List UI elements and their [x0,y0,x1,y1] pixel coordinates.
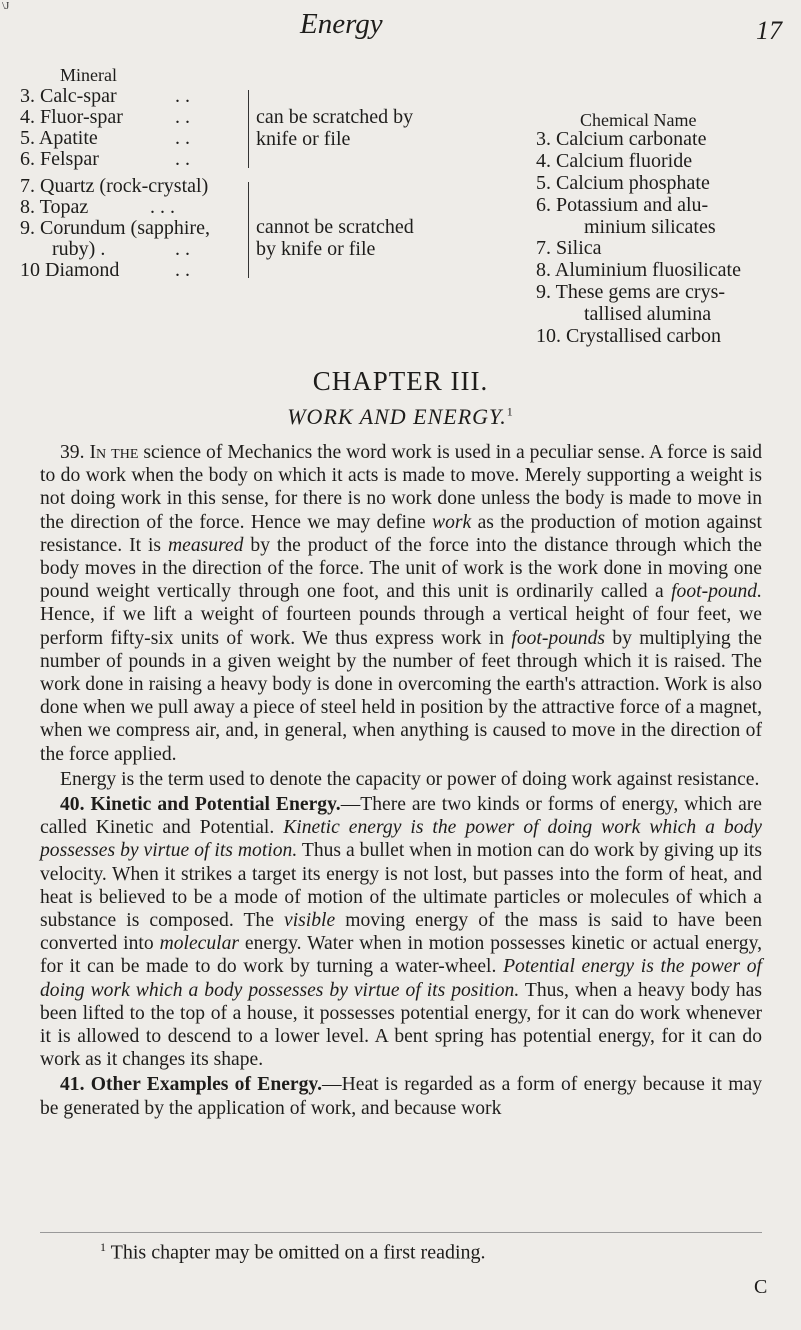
chemical-row: 10. Crystallised carbon [536,325,721,347]
mineral-row: 10 Diamond [20,259,120,281]
chemical-column-header: Chemical Name [580,110,697,130]
dot-leader: . . [175,127,190,149]
chemical-row: tallised alumina [584,303,712,325]
scratch-note-hard: cannot be scratched by knife or file [256,216,414,260]
paragraph-40: 40. Kinetic and Potential Energy.—There are two kinds or forms of energy, which are called Kinetic and Potential. Kinetic energy is the power of doing work which a body possesses by virtue of its motion. Thus a bullet when in motion can do work by giving up its velocity. When it strikes a target its energy is not lost, but passes into the form of heat, and heat is believed to be a mode of motion of the ultimate particles or molecules of which a substance is composed. The visible moving energy of the mass is said to have been converted into molecular energy. Water when in motion possesses kinetic or actual energy, for it can be made to do work by turning a water-wheel. Potential energy is the power of doing work which a body possesses by virtue of its position. Thus, when a heavy body has been lifted to the top of a house, it possesses potential energy, for it can do work whenever it is allowed to descend to a lower level. A bent spring has potential energy, for it can do work as it changes its shape. [40,794,763,1071]
mineral-row: 4. Fluor-spar [20,106,123,128]
corner-mark: \J [2,0,10,12]
chapter-heading: CHAPTER III. [312,366,489,396]
dot-leader: . . [175,85,190,107]
footnote-divider [40,1232,762,1233]
dot-leader: . . [175,106,190,128]
body-text [40,441,762,1120]
chemical-row: minium silicates [584,216,716,238]
scratch-note-soft: can be scratched by knife or file [256,106,414,150]
chemical-row: 6. Potassium and alu- [536,194,709,216]
paragraph-energy-definition: Energy is the term used to denote the capacity or power of doing work against resistance. [60,768,760,790]
dot-leader: . . [175,148,190,170]
brace-icon [248,182,249,278]
chemical-row: 9. These gems are crys- [536,281,726,303]
paragraph-39: 39. In the science of Mechanics the word work is used in a peculiar sense. A force is said to do work when the body on which it acts is made to move. Merely supporting a weight is not doing work in this sense, for there is no work done unless the body is made to move in the direction of the force. Hence we may define work as the production of motion against resistance. It is measured by the product of the force into the distance through which the body moves in the direction of the force. The unit of work is the work done in moving one pound weight vertically through one foot, and this unit is ordinarily called a foot-pound. Hence, if we lift a weight of fourteen pounds through a vertical height of four feet, we perform fifty-six units of work. We thus express work in foot-pounds by multiplying the number of pounds in a given weight by the number of feet through which it is raised. The work done in raising a heavy body is done in overcoming the earth's attraction. Work is also done when we pull away a piece of steel held in position by the attractive force of a magnet, when we compress air, and, in general, when anything is caused to move in the direction of the force applied. [40,442,762,765]
mineral-row: 8. Topaz [20,196,89,218]
chemical-row: 4. Calcium fluoride [536,150,693,172]
footnote: $^1$ This chapter may be omitted on a first reading. [100,1240,486,1264]
chemical-row: 3. Calcium carbonate [536,128,707,150]
mineral-row: 3. Calc-spar [20,85,117,107]
chemical-row: 7. Silica [536,237,602,259]
page-number: 17 [756,16,782,45]
chemical-row: 5. Calcium phosphate [536,172,710,194]
dot-leader: . . [175,238,190,260]
mineral-row: 9. Corundum (sapphire, [20,217,210,239]
paragraph-41: 41. Other Examples of Energy.—Heat is regarded as a form of energy because it may be generated by the application of work, and because work [40,1074,762,1119]
mineral-row: 6. Felspar [20,148,99,170]
chemical-row: 8. Aluminium fluosilicate [536,259,741,281]
footnote-marker: 1 [506,404,514,419]
brace-icon [248,90,249,168]
chapter-subtitle: WORK AND ENERGY.$^1$ [287,404,514,429]
running-title: Energy [300,8,383,40]
mineral-row: 5. Apatite [20,127,98,149]
dot-leader: . . [175,259,190,281]
dot-leader: . . . [150,196,175,218]
signature-mark: C [754,1276,768,1298]
mineral-column-header: Mineral [60,65,117,85]
mineral-row: 7. Quartz (rock-crystal) [20,175,209,197]
mineral-row: ruby) . [52,238,106,260]
